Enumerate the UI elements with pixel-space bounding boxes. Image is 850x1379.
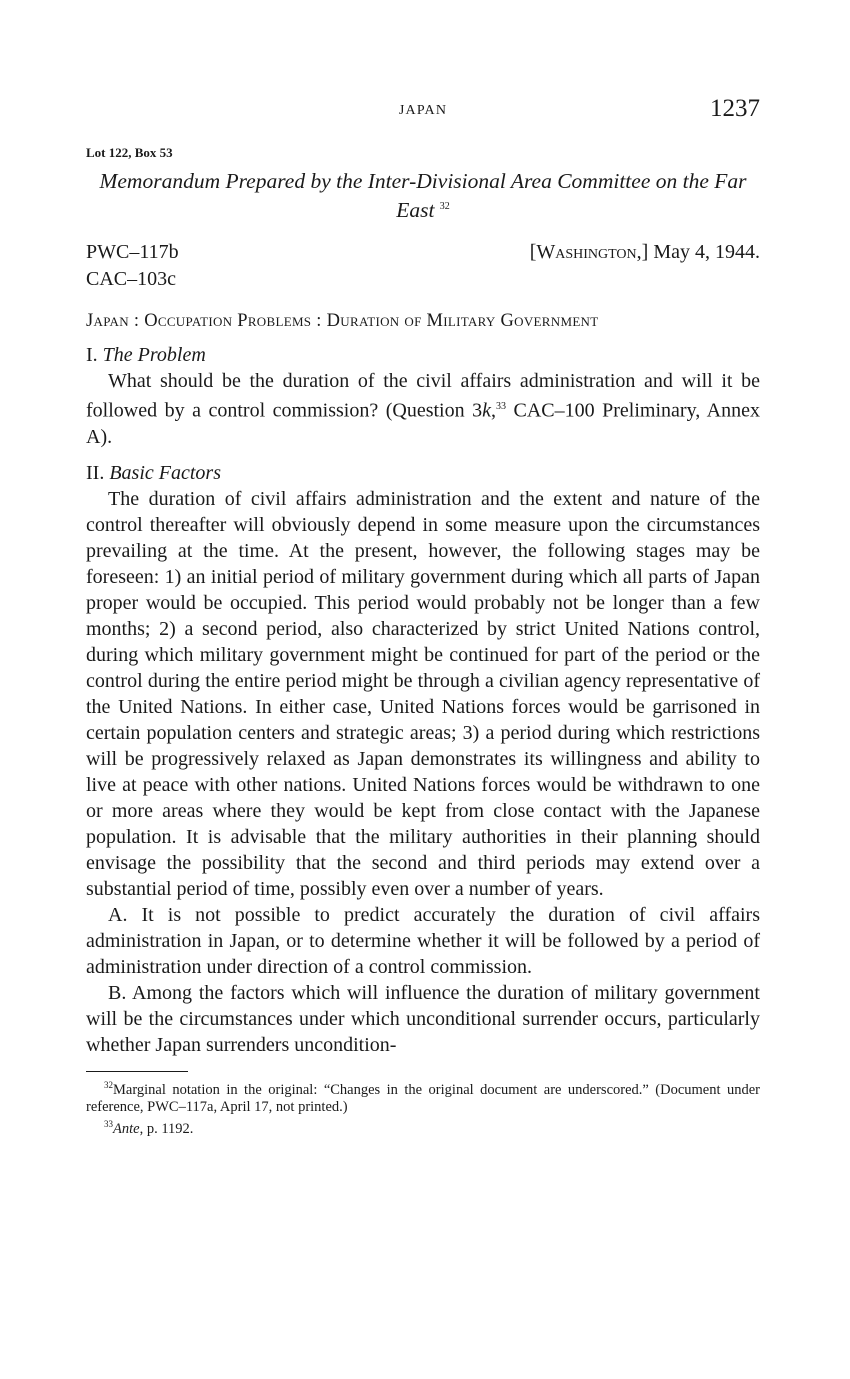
- lot-reference: Lot 122, Box 53: [86, 145, 173, 160]
- heading-country: Japan: [86, 311, 129, 332]
- section-2-heading: [86, 460, 760, 486]
- footnotes: [86, 1072, 760, 1138]
- section-1-paragraph: What should be the duration of the civil affairs administration and will it be followed by a control commission? (Question 3k,$^{33}$ CAC–100 Preliminary, Annex A).: [86, 370, 760, 448]
- running-title: JAPAN: [398, 103, 448, 118]
- heading-topic: Occupation Problems: [144, 311, 312, 332]
- footnote-ref-32: 32: [439, 201, 450, 212]
- section-2-title: Basic Factors: [109, 461, 221, 484]
- section-2-paragraph: The duration of civil affairs administration and the extent and nature of the control thereafter will obviously depend in some measure upon the circumstances prevailing at the time. At the present, however, the following stages may be foreseen: 1) an initial period of military government during which all parts of Japan proper would be occupied. This period would probably not be longer than a few months; 2) a second period, also characterized by strict United Nations control, during which military government might be continued for part of the period or the control during the entire period might be through a civilian agency representative of the United Nations. In either case, United Nations forces would be garrisoned in certain population centers and strategic areas; 3) a period during which restrictions will be progressively relaxed as Japan demonstrates its willingness and ability to live at peace with other nations. United Nations forces would be withdrawn to one or more areas where they would be kept from close contact with the Japanese population. It is advisable that the military authorities in their planning should envisage the possibility that the second and third periods may extend over a substantial period of time, possibly even over a number of years.: [86, 487, 760, 900]
- running-head: [86, 95, 760, 129]
- document-page: [86, 95, 760, 1137]
- section-2-paragraph-b: B. Among the factors which will influence the duration of military government will be the circumstances under which unconditional surrender occurs, particularly whether Japan surrenders uncondition-: [86, 981, 760, 1056]
- document-refs: [86, 239, 760, 293]
- footnote-32: $^{32}$Marginal notation in the original: “Changes in the original document are underscored.” (Document under reference, PWC–117a, April 17, not printed.): [86, 1079, 760, 1115]
- section-1-title: The Problem: [102, 344, 206, 367]
- question-letter: k: [482, 399, 491, 422]
- subject-heading: Japan : Occupation Problems : Duration of Military Government: [86, 311, 599, 332]
- footnote-rule: [86, 1071, 188, 1072]
- place-and-date: [Washington,] May 4, 1944.: [529, 241, 760, 264]
- place: Washington,: [536, 241, 642, 264]
- footnote-33: $^{33}$Ante, p. 1192.: [104, 1118, 194, 1137]
- section-1-number: I.: [86, 344, 98, 367]
- heading-subject: Duration of Military Government: [326, 311, 599, 332]
- paper-number-2: CAC–103c: [86, 268, 176, 291]
- section-2-number: II.: [86, 461, 105, 484]
- page-number: 1237: [710, 95, 760, 122]
- memo-title-text: Memorandum Prepared by the Inter-Divisional Area Committee on the Far East: [99, 169, 747, 223]
- section-1-heading: [86, 342, 760, 368]
- footnote-ref-33: 33: [496, 401, 506, 413]
- paper-number-1: PWC–117b: [86, 241, 179, 264]
- section-2-paragraph-a: A. It is not possible to predict accurately the duration of civil affairs administration in Japan, or to determine whether it will be followed by a period of administration under direction of a control commission.: [86, 903, 760, 978]
- memo-title: [86, 168, 760, 223]
- date: May 4, 1944.: [653, 241, 760, 264]
